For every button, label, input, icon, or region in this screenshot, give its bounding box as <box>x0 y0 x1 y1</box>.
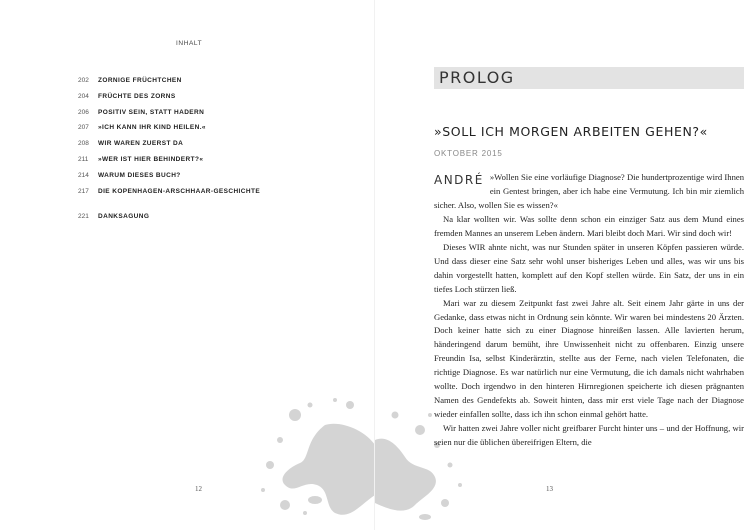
paragraph: Dieses WIR ahnte nicht, was nur Stunden später in unseren Köpfen passieren würde. Und dass dieser eine Satz sehr wohl unser bisheriges Leben und alles, was wir uns bis dahin vorgestellt hatten, komplett auf den Kopf stellen würde. Ein Satz, der uns in ein tiefes Loch stürzen ließ. <box>434 241 744 294</box>
toc-entry <box>78 156 348 172</box>
prolog-banner <box>434 67 744 89</box>
toc-page-number: 214 <box>78 171 89 179</box>
toc-entry <box>78 77 348 93</box>
chapter-title: »SOLL ICH MORGEN ARBEITEN GEHEN?« <box>434 124 708 139</box>
toc-page-number: 211 <box>78 155 89 163</box>
toc-title: »WER IST HIER BEHINDERT?« <box>98 155 204 163</box>
toc-entry <box>78 172 348 188</box>
toc-title: DIE KOPENHAGEN-ARSCHHAAR-GESCHICHTE <box>98 187 261 195</box>
chapter-date: OKTOBER 2015 <box>434 149 503 158</box>
toc-entry <box>78 140 348 156</box>
running-head: INHALT <box>176 40 203 47</box>
section-label: PROLOG <box>439 68 515 87</box>
toc-entry <box>78 188 348 204</box>
toc-page-number: 202 <box>78 77 89 84</box>
toc-page-number: 221 <box>78 213 89 221</box>
toc-title: WARUM DIESES BUCH? <box>98 171 181 179</box>
table-of-contents <box>78 77 348 229</box>
toc-title: FRÜCHTE DES ZORNS <box>98 92 176 100</box>
toc-title: DANKSAGUNG <box>98 213 150 221</box>
page-number: 13 <box>546 485 553 493</box>
right-page <box>375 0 750 530</box>
toc-title: »ICH KANN IHR KIND HEILEN.« <box>98 124 206 132</box>
toc-page-number: 208 <box>78 140 89 148</box>
toc-page-number: 206 <box>78 108 89 116</box>
toc-title: WIR WAREN ZUERST DA <box>98 140 184 148</box>
ink-splatter-left-icon <box>255 385 375 525</box>
paragraph-text: »Wollen Sie eine vorläufige Diagnose? Die hundertprozentige wird Ihnen ein Gentest bringen, aber ich habe eine Vermutung. Ich bin mir ziemlich sicher. Also, wollen Sie es wissen?« <box>434 172 744 210</box>
toc-entry <box>78 213 348 229</box>
paragraph <box>434 171 744 213</box>
toc-page-number: 204 <box>78 92 89 100</box>
toc-title: POSITIV SEIN, STATT HADERN <box>98 108 205 116</box>
body-text <box>434 171 744 450</box>
paragraph: Na klar wollten wir. Was sollte denn schon ein einziger Satz aus dem Mund eines fremden Mannes an unserem Leben ändern. Mari bleibt doch Mari. Wir sind doch wir! <box>434 213 744 238</box>
page-number: 12 <box>195 485 202 493</box>
paragraph: Mari war zu diesem Zeitpunkt fast zwei Jahre alt. Seit einem Jahr gärte in uns der Gedanke, dass etwas nicht in Ordnung sein könnte. Wir waren bei mindestens 20 Ärzten. Doch keiner hatte sich zu einer Diagnose hinreißen lassen. Alle lavierten herum, händeringend darum bemüht, ihre Unwissenheit nicht zu offenbaren. Einzig unsere Freundin Isa, selbst Kinderärztin, stellte aus der Ferne, nach vielen Telefonaten, die richtige Diagnose. Es war natürlich nur eine Vermutung, die ich damals nicht wahrhaben wollte. Doch irgendwo in den hinteren Hirnregionen speicherte ich diesen prägnanten Namen des Gendefekts ab. Soweit hinten, dass mir erst viele Tage nach der Diagnose wieder einfallen sollte, dass ich ihn schon einmal gehört hatte. <box>434 297 744 420</box>
toc-title: ZORNIGE FRÜCHTCHEN <box>98 77 182 84</box>
speaker-name: ANDRÉ <box>434 173 484 187</box>
toc-entry <box>78 109 348 125</box>
toc-page-number: 207 <box>78 124 89 132</box>
toc-entry <box>78 93 348 109</box>
toc-entry <box>78 124 348 140</box>
paragraph: Wir hatten zwei Jahre voller nicht greifbarer Furcht hinter uns – und der Hoffnung, wir seien nur die üblichen übereifrigen Eltern, die <box>434 423 744 448</box>
toc-page-number: 217 <box>78 187 89 195</box>
